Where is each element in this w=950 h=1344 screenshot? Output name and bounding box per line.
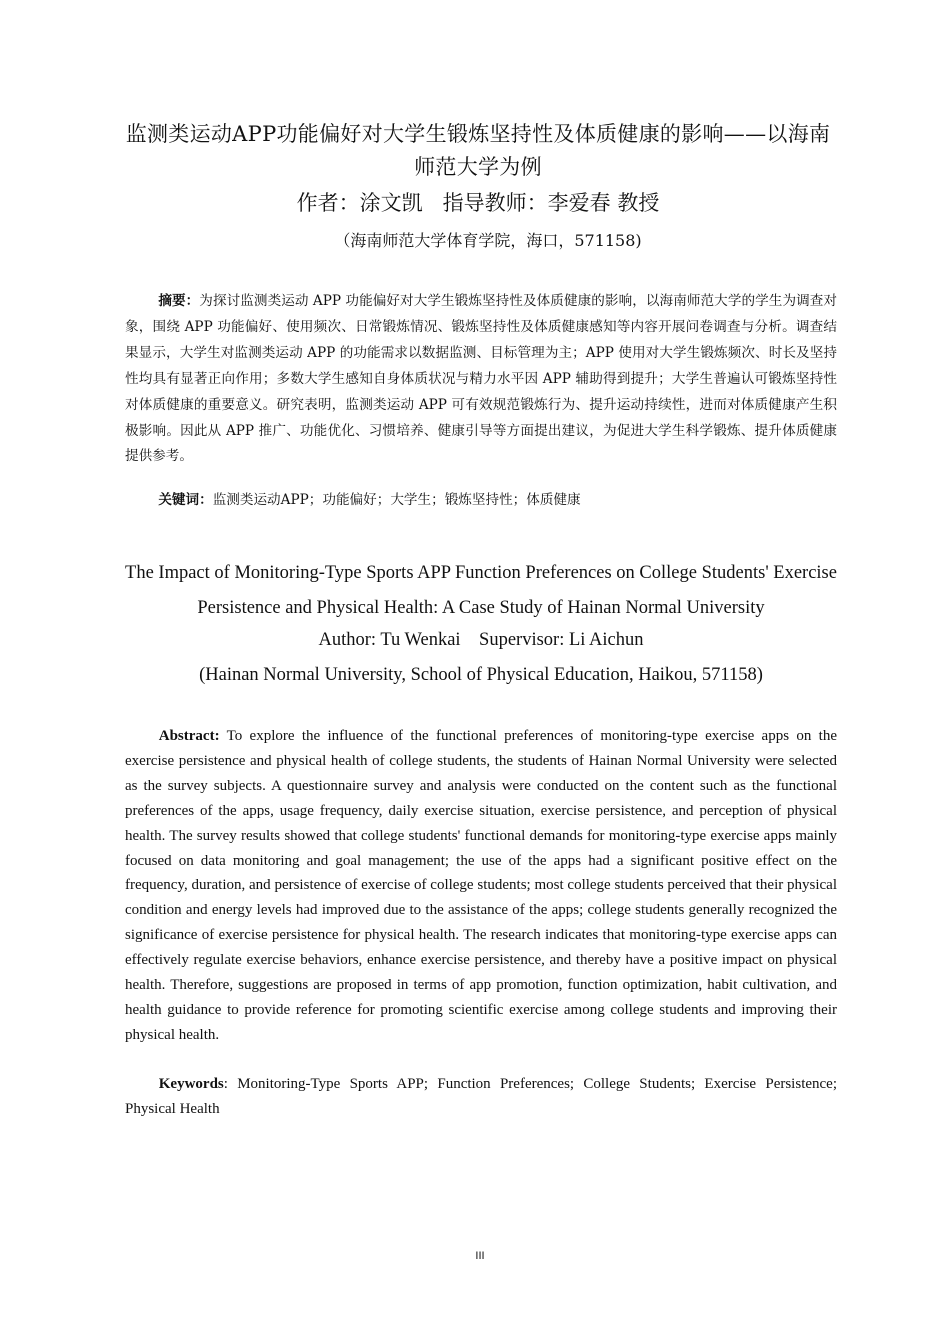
chinese-keywords-text: 监测类运动APP；功能偏好；大学生；锻炼坚持性；体质健康	[212, 492, 581, 508]
chinese-title: 监测类运动APP功能偏好对大学生锻炼坚持性及体质健康的影响——以海南师范大学为例	[125, 122, 831, 179]
chinese-affiliation: （海南师范大学体育学院，海口，571158)	[334, 231, 642, 250]
chinese-author-line: 作者：涂文凯 指导教师：李爱春 教授	[296, 191, 660, 215]
english-title: The Impact of Monitoring-Type Sports APP Function Preferences on College Students' Exercise Persistence and Physical Health: A Case Study of Hainan Normal University	[125, 563, 837, 618]
chinese-abstract-label: 摘要：	[158, 293, 200, 309]
english-author-line: Author: Tu Wenkai Supervisor: Li Aichun	[318, 630, 644, 650]
english-abstract	[125, 724, 837, 1048]
page-number: III	[475, 1250, 485, 1262]
english-abstract-text: To explore the influence of the functional preferences of monitoring-type exercise apps on the exercise persistence and physical health of college students, the students of Hainan Normal University were selected as the survey subjects. A questionnaire survey and analysis were conducted on the content such as the functional preferences of the apps, usage frequency, daily exercise situation, exercise persistence, and perception of physical health. The survey results showed that college students' functional demands for monitoring-type exercise apps mainly focused on data monitoring and goal management; the use of the apps had a significant positive effect on the frequency, duration, and persistence of exercise of college students; most college students perceived that their physical condition and energy levels had improved due to the assistance of the apps; college students generally recognized the significance of exercise persistence for physical health. The research indicates that monitoring-type exercise apps can effectively regulate exercise behaviors, enhance exercise persistence, and thereby have a positive impact on physical health. Therefore, suggestions are proposed in terms of app promotion, function optimization, habit cultivation, and health guidance to provide reference for promoting scientific exercise among college students and improving their physical health.	[125, 728, 837, 1043]
english-keywords	[125, 1072, 837, 1122]
english-keywords-label: Keywords	[158, 1076, 224, 1092]
english-affiliation: (Hainan Normal University, School of Physical Education, Haikou, 571158)	[199, 665, 763, 685]
chinese-keywords	[125, 488, 837, 513]
chinese-keywords-label: 关键词：	[158, 492, 213, 508]
chinese-abstract-text: 为探讨监测类运动 APP 功能偏好对大学生锻炼坚持性及体质健康的影响，以海南师范大学的学生为调查对象，围绕 APP 功能偏好、使用频次、日常锻炼情况、锻炼坚持性及体质健康感知等内容开展问卷调查与分析。调查结果显示，大学生对监测类运动 APP 的功能需求以数据监测、目标管理为主；APP 使用对大学生锻炼频次、时长及坚持性均具有显著正向作用；多数大学生感知自身体质状况与精力水平因 APP 辅助得到提升；大学生普遍认可锻炼坚持性对体质健康的重要意义。研究表明，监测类运动 APP 可有效规范锻炼行为、提升运动持续性，进而对体质健康产生积极影响。因此从 APP 推广、功能优化、习惯培养、健康引导等方面提出建议，为促进大学生科学锻炼、提升体质健康提供参考。	[125, 293, 838, 465]
chinese-abstract	[125, 289, 837, 470]
english-abstract-label: Abstract:	[158, 728, 220, 744]
english-keywords-text: : Monitoring-Type Sports APP; Function Preferences; College Students; Exercise Persistence; Physical Health	[125, 1076, 837, 1117]
